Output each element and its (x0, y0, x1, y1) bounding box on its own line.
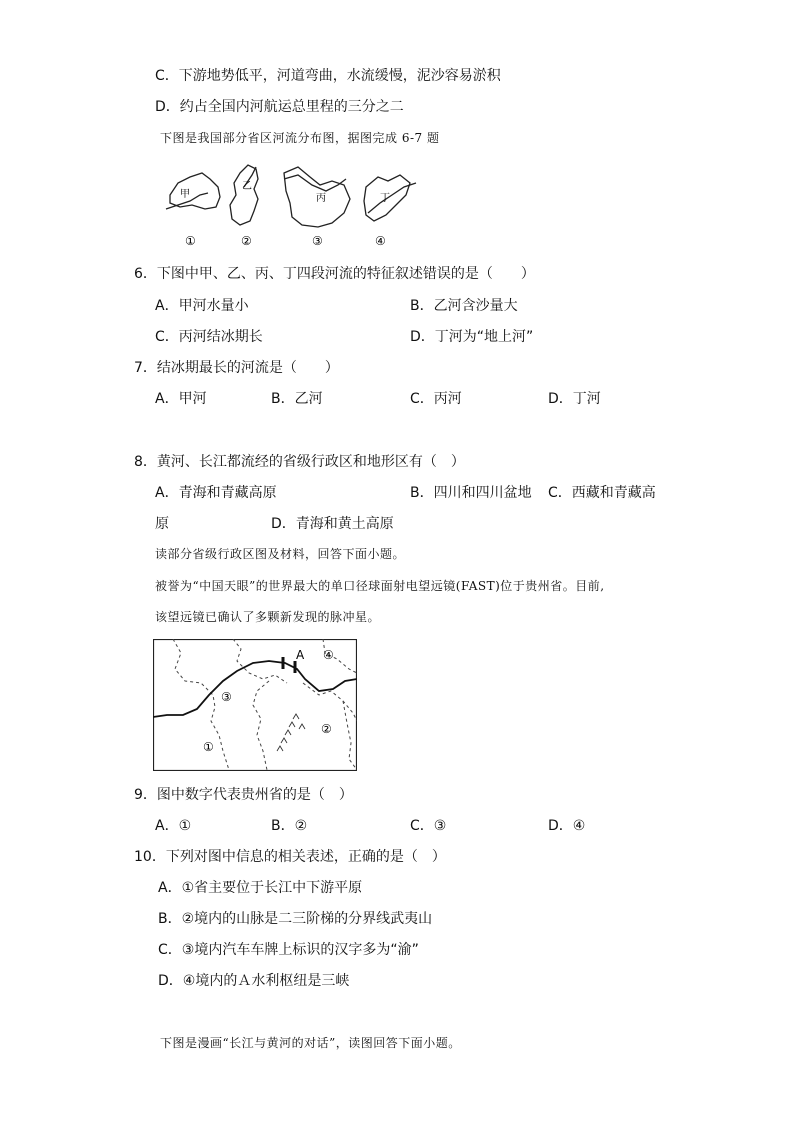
label-yi: 乙 (242, 181, 252, 192)
map-number-3: ③ (312, 234, 323, 248)
q10-option-b: B．②境内的山脉是二三阶梯的分界线武夷山 (158, 911, 433, 927)
label-ding: 丁 (380, 193, 390, 204)
q10-stem: 10．下列对图中信息的相关表述，正确的是（ ） (134, 849, 446, 865)
q9-option-d: D．④ (548, 818, 586, 834)
q8-option-b: B．四川和四川盆地 (410, 485, 532, 501)
province-number-1: ① (203, 740, 214, 754)
q8-stem: 8．黄河、长江都流经的省级行政区和地形区有（ ） (134, 454, 465, 470)
province-number-3: ③ (221, 690, 232, 704)
q6-option-a: A．甲河水量小 (155, 298, 249, 314)
q7-option-d: D．丁河 (548, 391, 601, 407)
intro-q6-7: 下图是我国部分省区河流分布图，据图完成 6-7 题 (160, 131, 440, 145)
map-number-1: ① (185, 234, 196, 248)
q5-option-c: C．下游地势低平，河道弯曲，水流缓慢，泥沙容易淤积 (155, 68, 501, 84)
q7-option-a: A．甲河 (155, 391, 207, 407)
label-bing: 丙 (316, 193, 326, 204)
q6-option-d: D．丁河为“地上河” (410, 329, 534, 345)
q10-option-a: A．①省主要位于长江中下游平原 (158, 880, 363, 896)
province-outline-1 (170, 173, 220, 209)
q6-option-b: B．乙河含沙量大 (410, 298, 518, 314)
map-number-4: ④ (375, 234, 386, 248)
intro-q9-10-line2: 被誉为“中国天眼”的世界最大的单口径球面射电望远镜(FAST)位于贵州省。目前, (155, 579, 605, 593)
q9-option-c: C．③ (410, 818, 447, 834)
q7-option-b: B．乙河 (271, 391, 323, 407)
q5-option-d: D．约占全国内河航运总里程的三分之二 (155, 99, 404, 115)
river-distribution-map (160, 155, 430, 250)
q8-option-a: A．青海和青藏高原 (155, 485, 277, 501)
intro-next-questions: 下图是漫画“长江与黄河的对话”，读图回答下面小题。 (160, 1036, 461, 1050)
intro-q9-10-line3: 该望远镜已确认了多颗新发现的脉冲星。 (155, 610, 381, 624)
map-number-2: ② (241, 234, 252, 248)
q9-option-b: B．② (271, 818, 308, 834)
q6-stem: 6．下图中甲、乙、丙、丁四段河流的特征叙述错误的是（ ） (134, 266, 535, 282)
dam-a-label: A (296, 648, 305, 662)
q6-option-c: C．丙河结冰期长 (155, 329, 263, 345)
q9-option-a: A．① (155, 818, 192, 834)
province-number-2: ② (321, 722, 332, 736)
q7-stem: 7．结冰期最长的河流是（ ） (134, 360, 339, 376)
q8-option-c-continued: 原 (155, 516, 169, 532)
q8-option-c: C．西藏和青藏高 (548, 485, 656, 501)
q9-stem: 9．图中数字代表贵州省的是（ ） (134, 787, 353, 803)
province-outline-2 (230, 165, 258, 225)
province-number-4: ④ (323, 648, 334, 662)
q10-option-c: C．③境内汽车车牌上标识的汉字多为“渝” (158, 942, 419, 958)
q7-option-c: C．丙河 (410, 391, 462, 407)
q8-option-d: D．青海和黄土高原 (271, 516, 394, 532)
intro-q9-10-line1: 读部分省级行政区图及材料，回答下面小题。 (155, 547, 406, 561)
label-jia: 甲 (180, 189, 190, 200)
q10-option-d: D．④境内的Ａ水利枢纽是三峡 (158, 973, 350, 989)
province-map (153, 639, 357, 771)
